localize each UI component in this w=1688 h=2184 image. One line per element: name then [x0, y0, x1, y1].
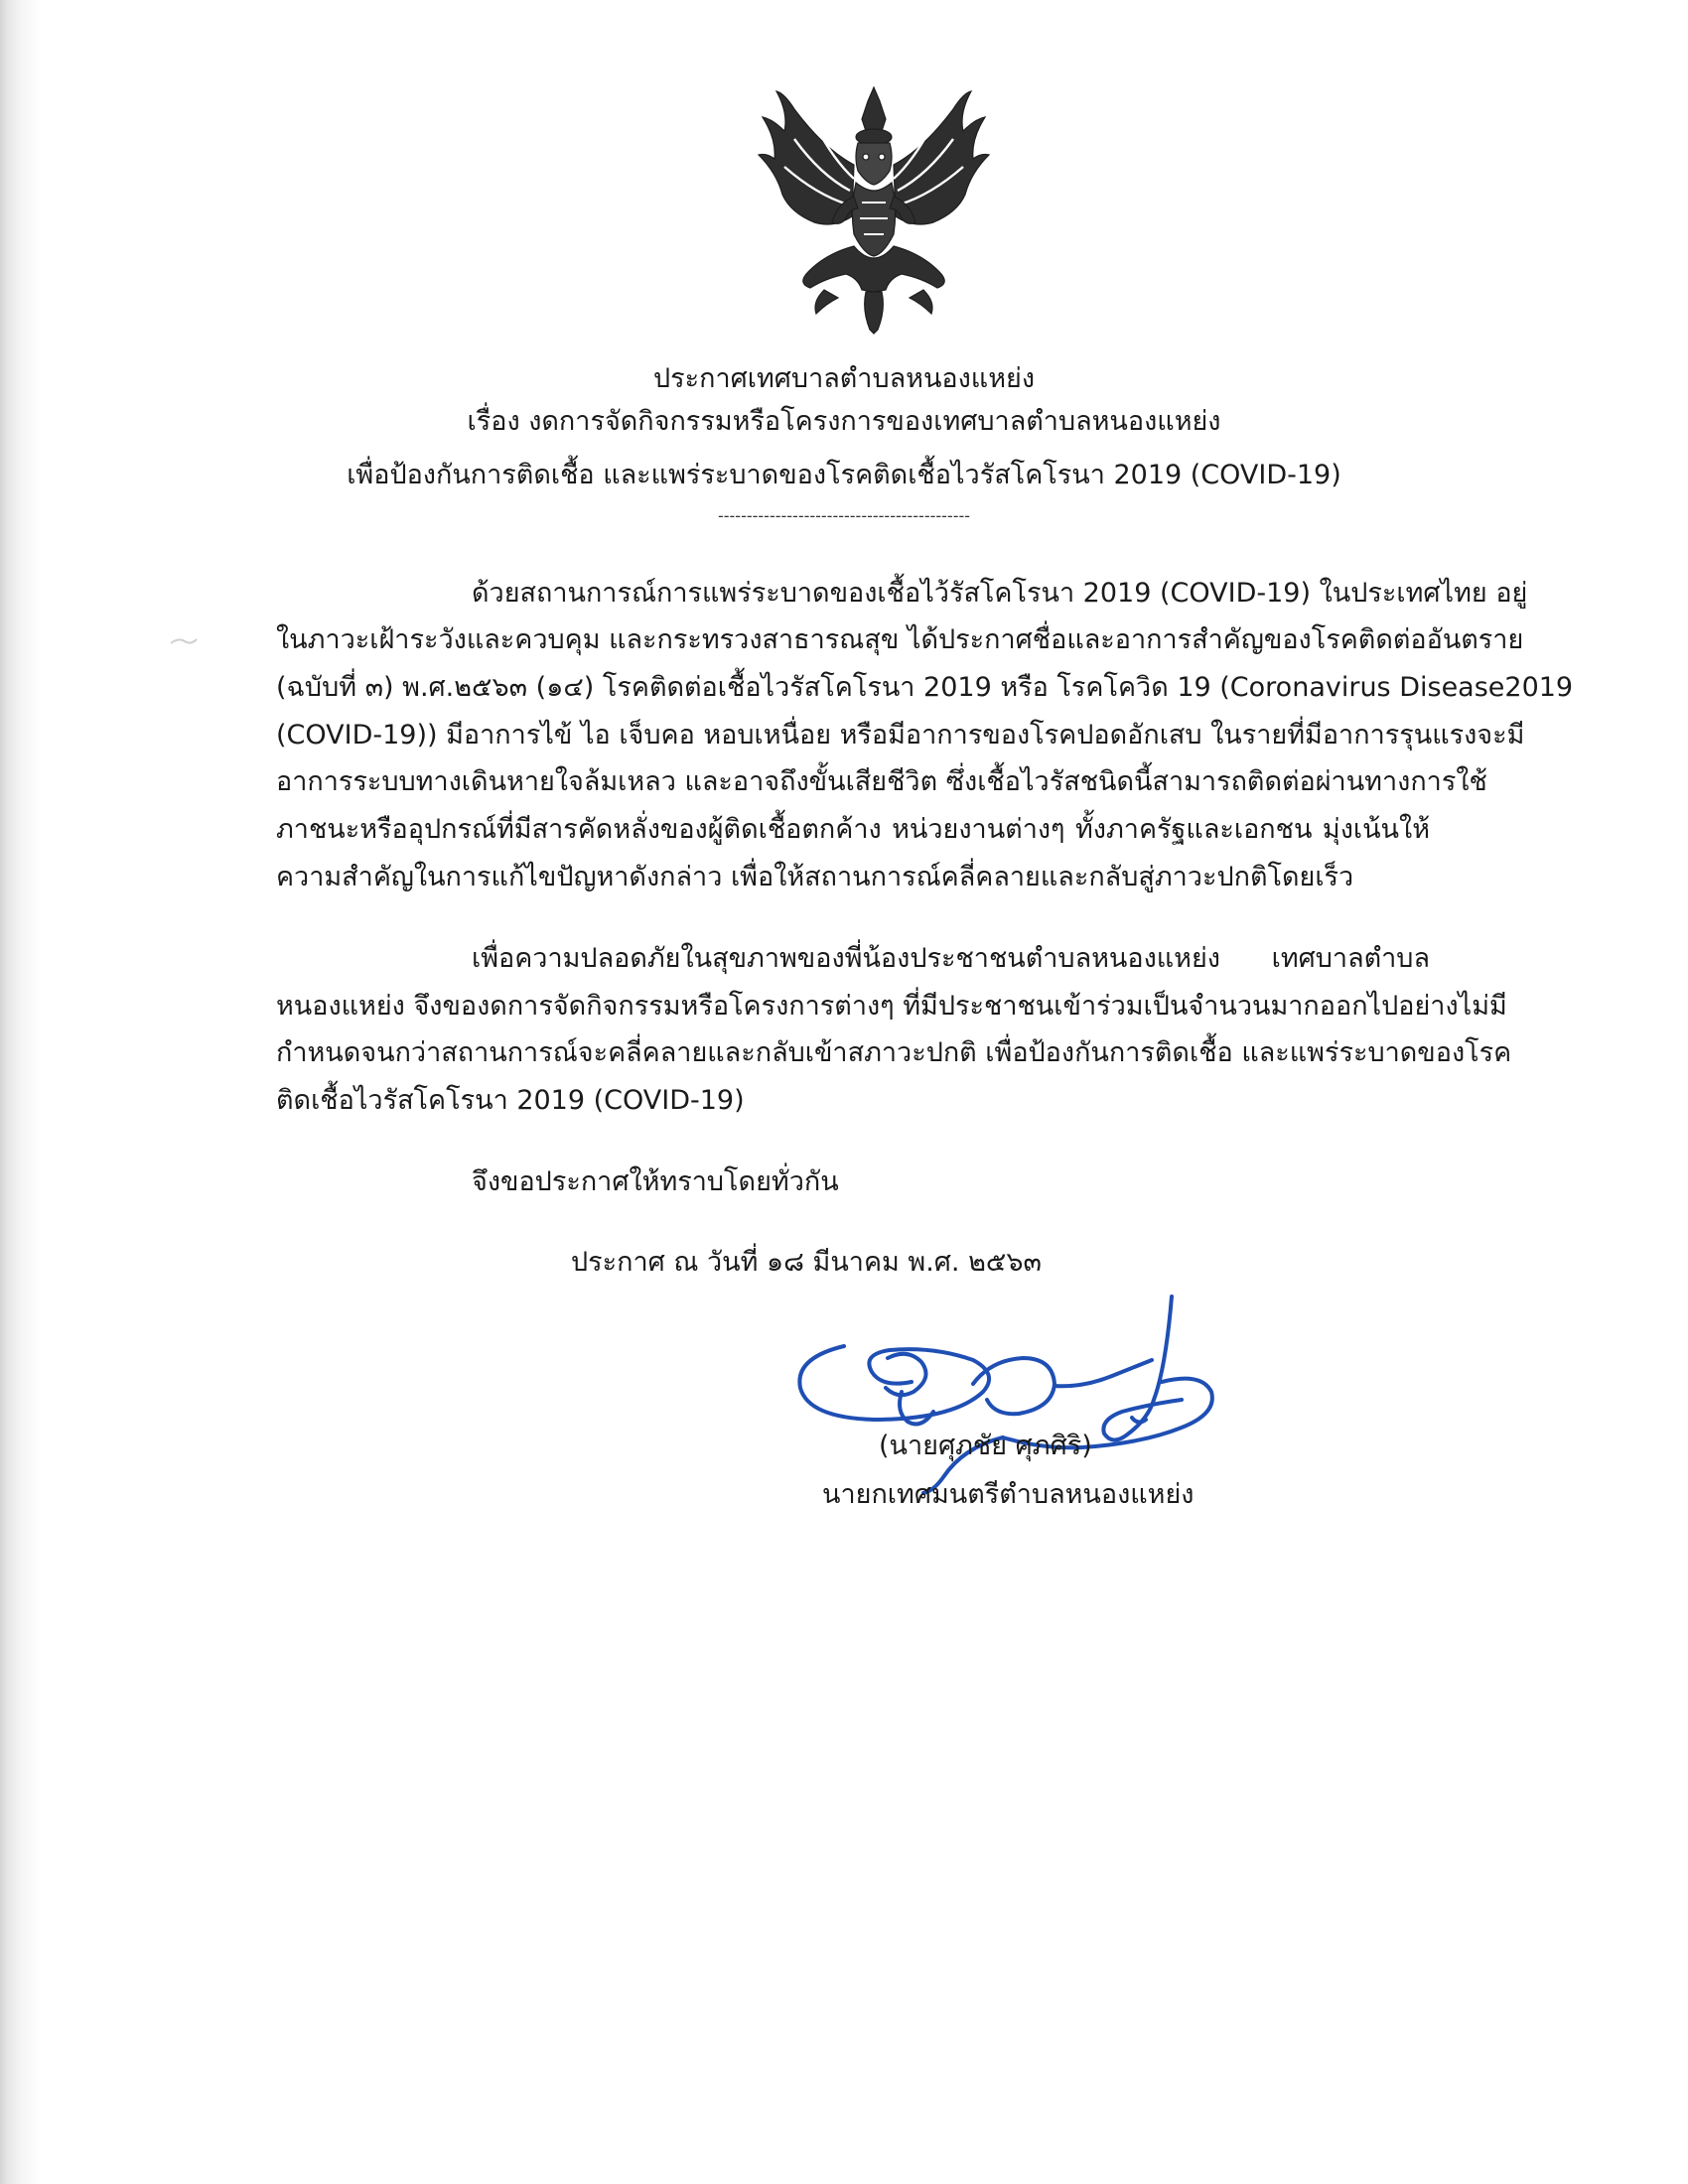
- emblem-right-wing: [894, 91, 989, 224]
- scan-speck: [169, 633, 199, 651]
- emblem-crown: [862, 87, 886, 131]
- emblem-left-wing: [759, 91, 854, 224]
- paragraph2-line: ติดเชื้อไวรัสโคโรนา 2019 (COVID-19): [276, 1085, 745, 1116]
- announcement-subject: เรื่อง งดการจัดกิจกรรมหรือโครงการของเทศบาลตำบลหนองแหย่ง: [467, 406, 1221, 437]
- paragraph2-line: กำหนดจนกว่าสถานการณ์จะคลี่คลายและกลับเข้าสภาวะปกติ เพื่อป้องกันการติดเชื้อ และแพร่ระบาดของโรค: [276, 1037, 1512, 1068]
- scan-shadow-edge: [0, 0, 42, 2184]
- announcement-date: ประกาศ ณ วันที่ ๑๘ มีนาคม พ.ศ. ๒๕๖๓: [571, 1247, 1042, 1278]
- paragraph2-line: หนองแหย่ง จึงของดการจัดกิจกรรมหรือโครงการต่างๆ ที่มีประชาชนเข้าร่วมเป็นจำนวนมากออกไปอย่างไม่มี: [276, 991, 1507, 1022]
- signer-position: นายกเทศมนตรีตำบลหนองแหย่ง: [822, 1479, 1195, 1510]
- paragraph1-line: ในภาวะเฝ้าระวังและควบคุม และกระทรวงสาธารณสุข ได้ประกาศชื่อและอาการสำคัญของโรคติดต่ออันตราย: [276, 624, 1524, 655]
- paragraph2-line: เพื่อความปลอดภัยในสุขภาพของพี่น้องประชาชนตำบลหนองแหย่ง เทศบาลตำบล: [472, 943, 1430, 974]
- signer-name: (นายศุภชัย ศุภศิริ): [879, 1431, 1092, 1461]
- paragraph1-line: ภาชนะหรืออุปกรณ์ที่มีสารคัดหลั่งของผู้ติดเชื้อตกค้าง หน่วยงานต่างๆ ทั้งภาครัฐและเอกชน มุ่งเน้นให้: [276, 814, 1430, 845]
- emblem-face: [856, 143, 892, 185]
- paragraph1-line: อาการระบบทางเดินหายใจล้มเหลว และอาจถึงขั้นเสียชีวิต ซึ่งเชื้อไวรัสชนิดนี้สามารถติดต่อผ่านทางการใช้: [276, 766, 1487, 797]
- emblem-tail: [865, 292, 884, 334]
- announcement-title: ประกาศเทศบาลตำบลหนองแหย่ง: [652, 363, 1036, 394]
- paragraph1-line: (COVID-19)) มีอาการไข้ ไอ เจ็บคอ หอบเหนื่อย หรือมีอาการของโรคปอดอักเสบ ในรายที่มีอาการรุนแรงจะมี: [276, 720, 1525, 751]
- separator-rule: --------------------------------------------: [717, 506, 971, 525]
- garuda-emblem-icon: [755, 79, 993, 336]
- paragraph1-line: (ฉบับที่ ๓) พ.ศ.๒๕๖๓ (๑๔) โรคติดต่อเชื้อไวรัสโคโรนา 2019 หรือ โรคโควิด 19 (Coronavirus Disease2019: [276, 672, 1574, 703]
- paragraph1-line: ความสำคัญในการแก้ไขปัญหาดังกล่าว เพื่อให้สถานการณ์คลี่คลายและกลับสู่ภาวะปกติโดยเร็ว: [276, 862, 1354, 892]
- closing-statement: จึงขอประกาศให้ทราบโดยทั่วกัน: [472, 1166, 839, 1197]
- paragraph1-line: ด้วยสถานการณ์การแพร่ระบาดของเชื้อไว้รัสโคโรนา 2019 (COVID-19) ในประเทศไทย อยู่: [472, 578, 1528, 609]
- announcement-subtitle: เพื่อป้องกันการติดเชื้อ และแพร่ระบาดของโรคติดเชื้อไวรัสโคโรนา 2019 (COVID-19): [347, 460, 1341, 490]
